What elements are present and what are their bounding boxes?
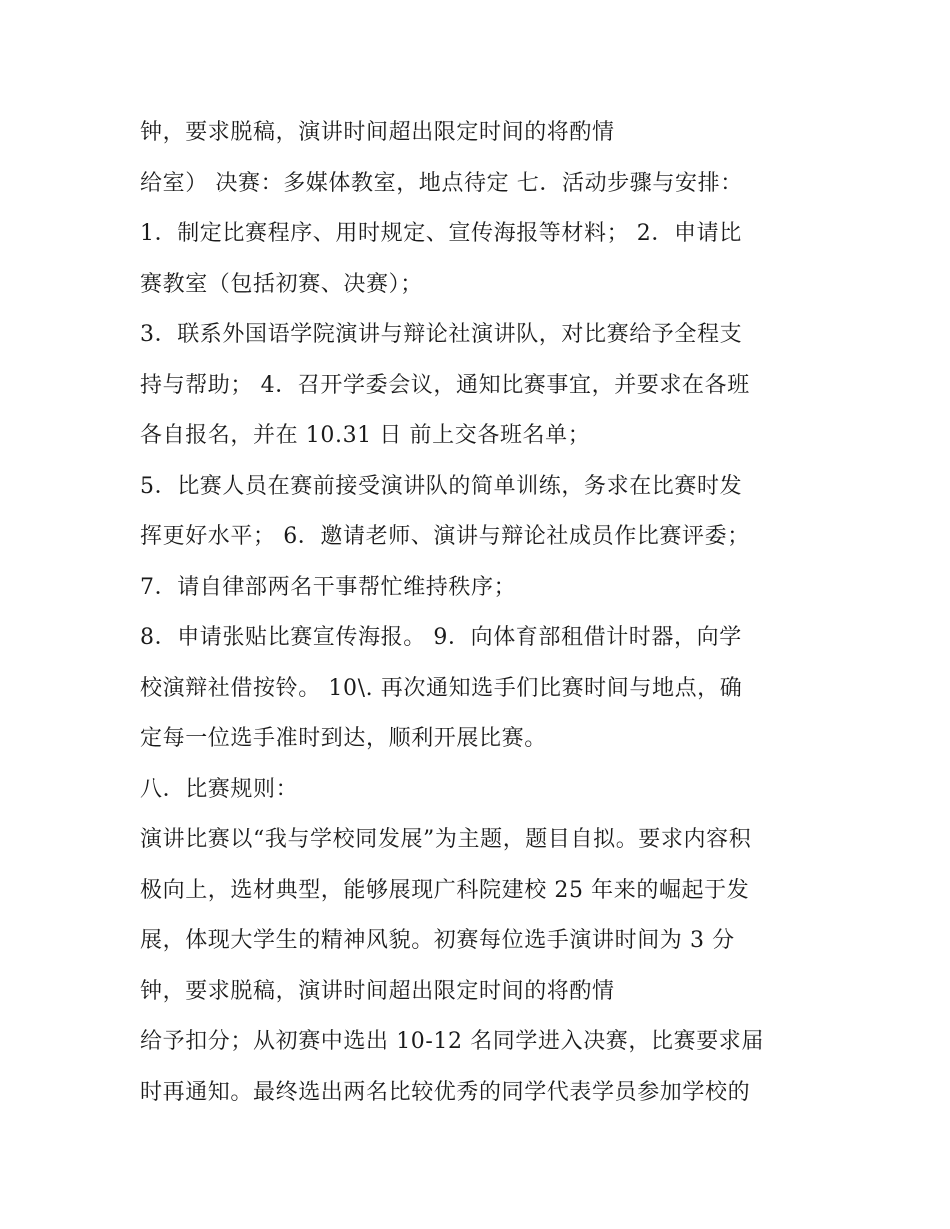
text-line: 8．申请张贴比赛宣传海报。 9．向体育部租借计时器，向学	[140, 625, 742, 650]
text-line: 给予扣分；从初赛中选出 10-12 名同学进入决赛，比赛要求届	[140, 1029, 765, 1054]
text-line: 极向上，选材典型，能够展现广科院建校 25 年来的崛起于发	[140, 877, 750, 903]
text-line: 持与帮助； 4．召开学委会议，通知比赛事宜，并要求在各班	[140, 372, 750, 398]
document-body	[140, 108, 840, 1118]
text-line: 5．比赛人员在赛前接受演讲队的简单训练，务求在比赛时发	[140, 473, 743, 499]
text-line: 钟，要求脱稿，演讲时间超出限定时间的将酌情	[140, 120, 615, 145]
text-line: 时再通知。最终选出两名比较优秀的同学代表学员参加学校的	[140, 1079, 751, 1105]
text-line: 挥更好水平； 6．邀请老师、演讲与辩论社成员作比赛评委；	[140, 524, 750, 549]
text-line: 演讲比赛以“我与学校同发展”为主题，题目自拟。要求内容积	[140, 827, 752, 852]
text-line: 3．联系外国语学院演讲与辩论社演讲队，对比赛给予全程支	[140, 322, 743, 347]
text-line: 展，体现大学生的精神风貌。初赛每位选手演讲时间为 3 分	[140, 928, 735, 953]
text-line: 定每一位选手准时到达，顺利开展比赛。	[140, 726, 547, 751]
text-line: 1．制定比赛程序、用时规定、宣传海报等材料； 2．申请比	[140, 221, 742, 246]
section-heading: 八．比赛规则：	[140, 776, 299, 802]
text-line: 给室） 决赛：多媒体教室，地点待定 七．活动步骤与安排：	[140, 170, 743, 196]
text-line: 7．请自律部两名干事帮忙维持秩序；	[140, 574, 517, 600]
text-line: 钟，要求脱稿，演讲时间超出限定时间的将酌情	[140, 978, 615, 1004]
text-line: 赛教室（包括初赛、决赛）；	[140, 271, 423, 297]
text-line: 校演辩社借按铃。 10\. 再次通知选手们比赛时间与地点，确	[140, 675, 743, 701]
text-line: 各自报名，并在 10.31 日 前上交各班名单；	[140, 423, 591, 448]
